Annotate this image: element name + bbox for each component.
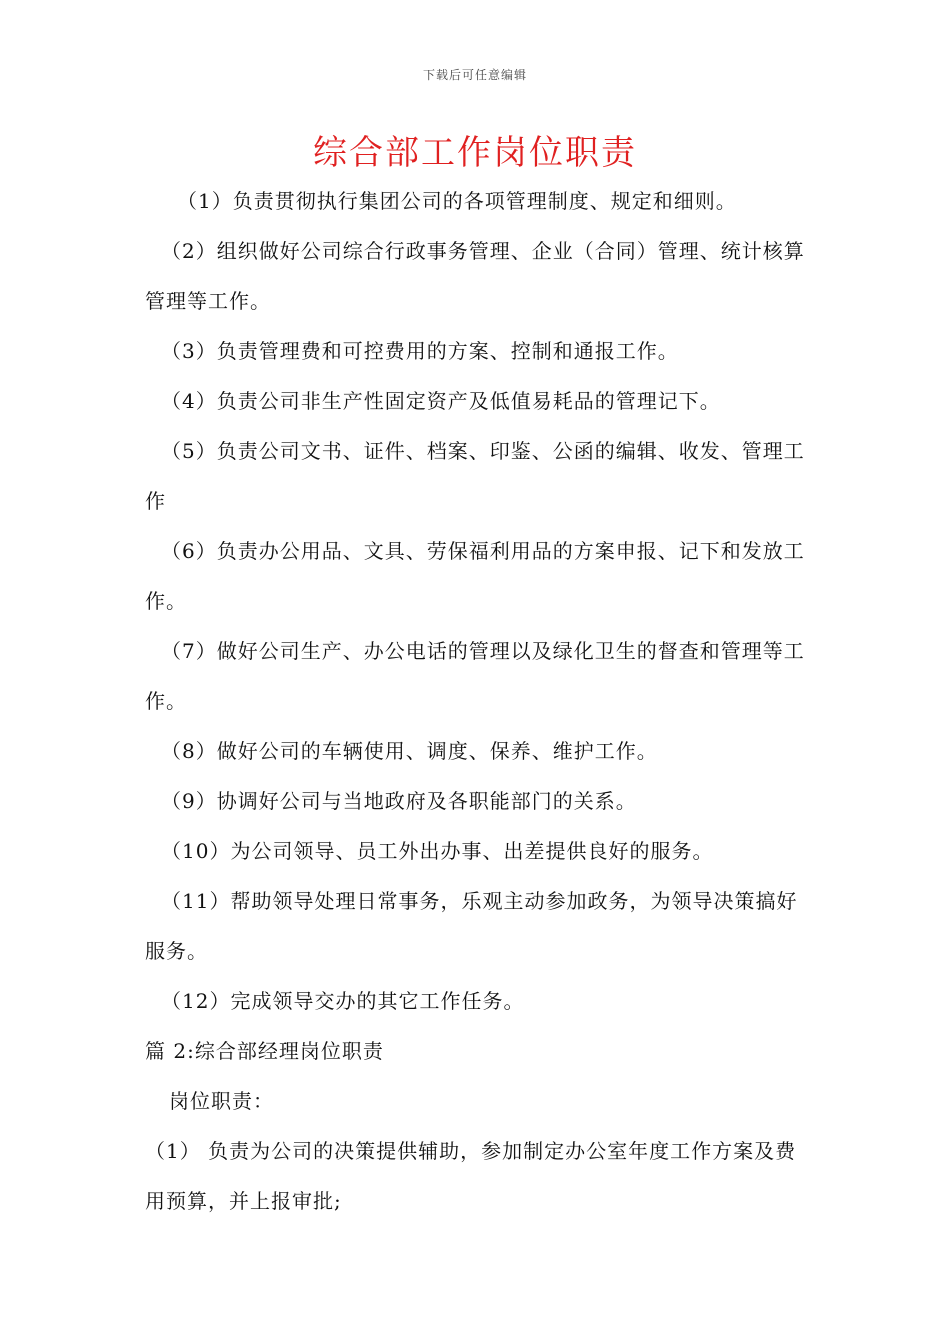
section2-heading: 篇 2:综合部经理岗位职责	[145, 1039, 384, 1063]
document-body	[145, 176, 810, 1226]
paragraph-2: （2）组织做好公司综合行政事务管理、企业（合同）管理、统计核算管理等工作。	[145, 239, 805, 313]
document-title: 综合部工作岗位职责	[313, 133, 637, 173]
section2-paragraph-1: （1） 负责为公司的决策提供辅助，参加制定办公室年度工作方案及费用预算，并上报审批;	[145, 1139, 797, 1213]
paragraph-10: （10）为公司领导、员工外出办事、出差提供良好的服务。	[161, 839, 714, 863]
paragraph-8: （8）做好公司的车辆使用、调度、保养、维护工作。	[161, 739, 658, 763]
paragraph-4: （4）负责公司非生产性固定资产及低值易耗品的管理记下。	[161, 389, 721, 413]
paragraph-6: （6）负责办公用品、文具、劳保福利用品的方案申报、记下和发放工作。	[145, 539, 805, 613]
paragraph-7: （7）做好公司生产、办公电话的管理以及绿化卫生的督查和管理等工作。	[145, 639, 805, 713]
paragraph-1: （1）负责贯彻执行集团公司的各项管理制度、规定和细则。	[177, 189, 737, 213]
paragraph-3: （3）负责管理费和可控费用的方案、控制和通报工作。	[161, 339, 679, 363]
paragraph-11: （11）帮助领导处理日常事务，乐观主动参加政务，为领导决策搞好服务。	[145, 889, 798, 963]
paragraph-9: （9）协调好公司与当地政府及各职能部门的关系。	[161, 789, 637, 813]
paragraph-12: （12）完成领导交办的其它工作任务。	[161, 989, 525, 1013]
paragraph-5: （5）负责公司文书、证件、档案、印鉴、公函的编辑、收发、管理工作	[145, 439, 805, 513]
section2-subheading: 岗位职责：	[169, 1089, 274, 1113]
header-note: 下载后可任意编辑	[422, 68, 527, 82]
